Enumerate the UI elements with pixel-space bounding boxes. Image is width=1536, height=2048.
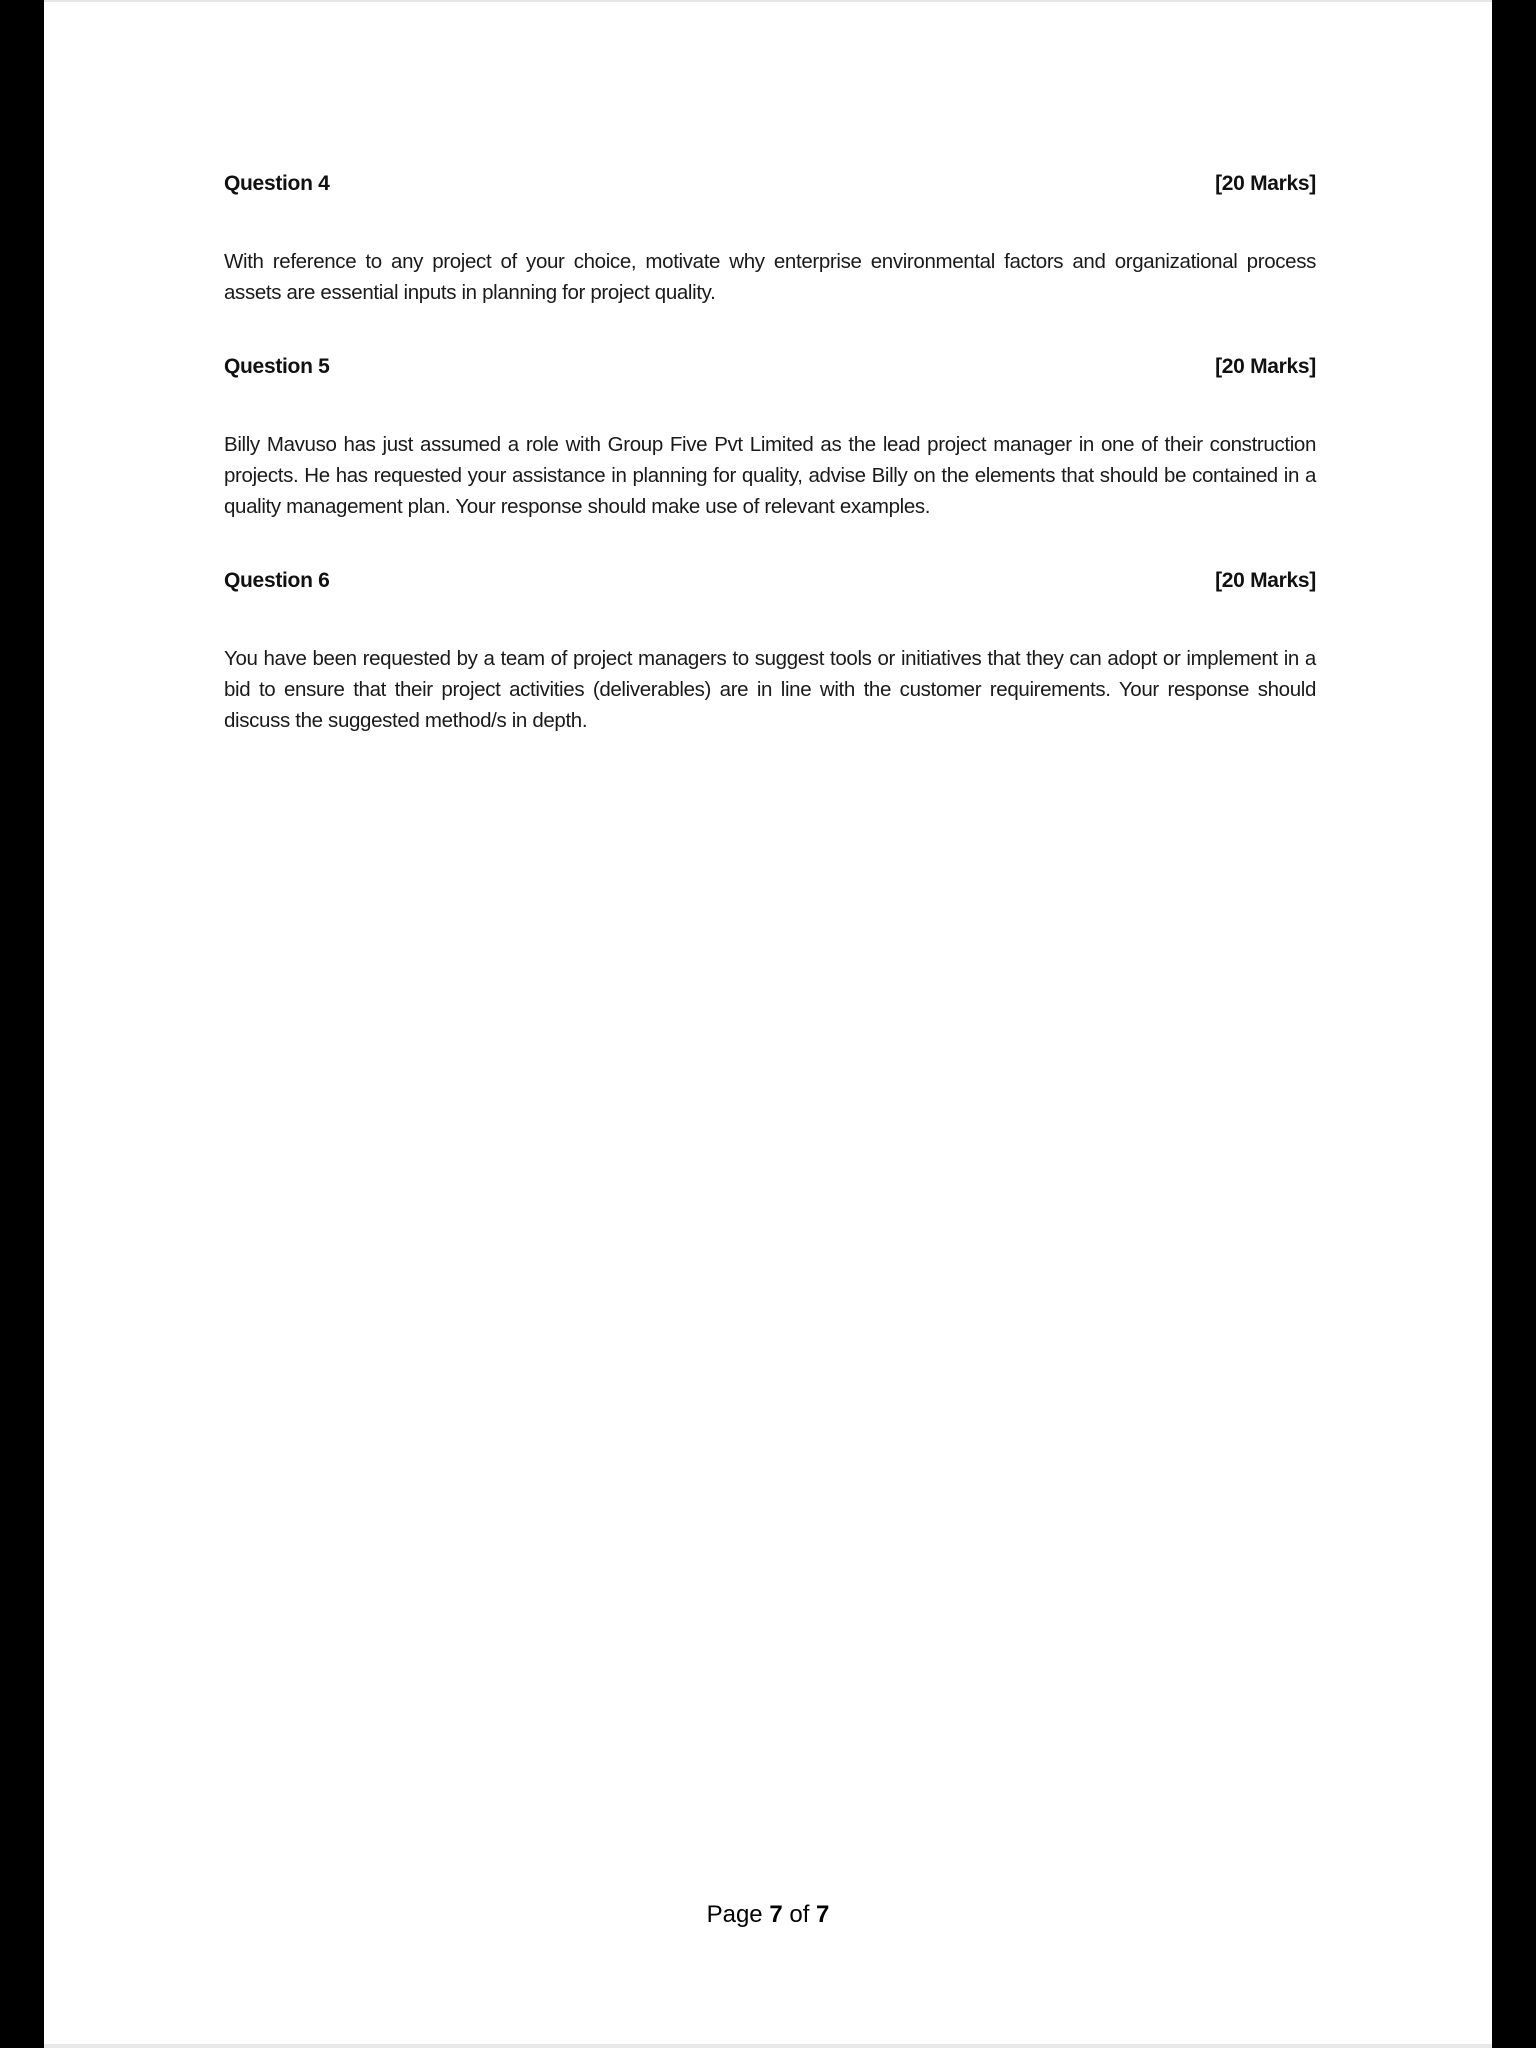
page-number-footer <box>44 1901 1492 1929</box>
question-marks: [20 Marks] <box>1215 172 1316 195</box>
question-text: With reference to any project of your choice, motivate why enterprise environmental factors and organizational process assets are essential inputs in planning for project quality. <box>224 250 1316 304</box>
question-header <box>224 569 1316 599</box>
total-pages-number: 7 <box>816 1901 830 1928</box>
question-title: Question 6 <box>224 569 330 592</box>
question-6-block <box>224 569 1316 736</box>
question-5-block <box>224 355 1316 522</box>
page-bottom-edge <box>44 2044 1492 2048</box>
question-title: Question 5 <box>224 355 330 378</box>
page-label: Page <box>706 1901 763 1928</box>
current-page-number: 7 <box>769 1901 783 1928</box>
question-text: Billy Mavuso has just assumed a role with Group Five Pvt Limited as the lead project manager in one of their construction projects. He has requested your assistance in planning for quality, advise Billy on the elements that should be contained in a quality management plan. Your response should make use of relevant examples. <box>224 433 1316 518</box>
question-header <box>224 172 1316 202</box>
question-text: You have been requested by a team of project managers to suggest tools or initiatives that they can adopt or implement in a bid to ensure that their project activities (deliverables) are in line with the customer requirements. Your response should discuss the suggested method/s in depth. <box>224 647 1316 732</box>
document-page <box>44 0 1492 2048</box>
question-marks: [20 Marks] <box>1215 355 1316 378</box>
question-marks: [20 Marks] <box>1215 569 1316 592</box>
question-header <box>224 355 1316 385</box>
question-4-block <box>224 172 1316 308</box>
question-title: Question 4 <box>224 172 330 195</box>
of-label: of <box>789 1901 810 1928</box>
